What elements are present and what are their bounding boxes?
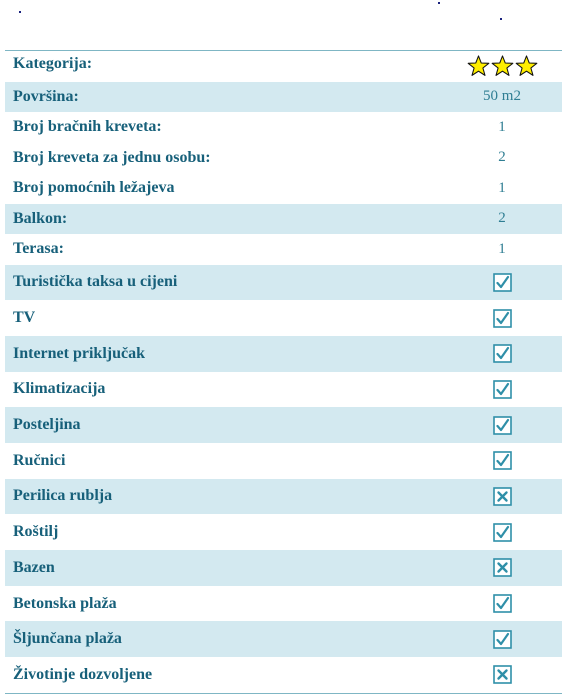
table-row-feature	[5, 657, 562, 693]
feature-status	[442, 514, 562, 550]
star-rating	[467, 55, 538, 78]
feature-status	[442, 300, 562, 336]
feature-label: Betonska plaža	[13, 594, 117, 612]
feature-status	[442, 265, 562, 301]
checked-checkbox-icon	[493, 594, 512, 613]
table-row-feature	[5, 372, 562, 408]
checked-checkbox-icon	[493, 309, 512, 328]
row-label: Terasa:	[13, 240, 64, 258]
table-row-feature	[5, 336, 562, 372]
row-label: Broj bračnih kreveta:	[13, 118, 162, 136]
decorative-dot	[438, 2, 440, 4]
row-label: Balkon:	[13, 209, 68, 227]
table-row-feature	[5, 550, 562, 586]
row-label: Broj kreveta za jednu osobu:	[13, 148, 211, 166]
feature-label: Internet priključak	[13, 344, 145, 362]
table-row-feature	[5, 265, 562, 301]
crossed-checkbox-icon	[493, 665, 512, 684]
feature-status	[442, 550, 562, 586]
table-row-kreveti-jedna-osoba	[5, 143, 562, 174]
feature-label: Bazen	[13, 558, 55, 576]
feature-status	[442, 586, 562, 622]
feature-status	[442, 621, 562, 657]
row-label: Kategorija:	[13, 55, 93, 72]
checked-checkbox-icon	[493, 630, 512, 649]
row-label: Površina:	[13, 87, 79, 105]
feature-status	[442, 657, 562, 693]
feature-status	[442, 372, 562, 408]
table-row-feature	[5, 407, 562, 443]
feature-label: Životinje dozvoljene	[13, 665, 153, 683]
decorative-dot	[19, 11, 21, 13]
feature-label: Turistička taksa u cijeni	[13, 273, 178, 291]
feature-label: TV	[13, 309, 36, 327]
category-stars	[442, 51, 562, 82]
feature-status	[442, 479, 562, 515]
feature-label: Posteljina	[13, 416, 81, 434]
table-row-feature	[5, 443, 562, 479]
feature-label: Ručnici	[13, 451, 66, 469]
star-icon	[467, 55, 490, 77]
feature-status	[442, 407, 562, 443]
crossed-checkbox-icon	[493, 487, 512, 506]
checked-checkbox-icon	[493, 273, 512, 292]
feature-status	[442, 443, 562, 479]
checked-checkbox-icon	[493, 380, 512, 399]
row-value: 2	[498, 149, 506, 166]
checked-checkbox-icon	[493, 523, 512, 542]
star-icon	[515, 55, 538, 77]
checked-checkbox-icon	[493, 416, 512, 435]
row-value: 1	[498, 118, 506, 135]
table-row-feature	[5, 621, 562, 657]
table-row-kategorija	[5, 51, 562, 82]
table-row-povrsina	[5, 82, 562, 113]
apartment-details-table	[5, 50, 562, 694]
table-row-terasa	[5, 234, 562, 265]
row-value: 50 m2	[483, 88, 521, 105]
table-row-bracni-kreveti	[5, 112, 562, 143]
table-row-feature	[5, 586, 562, 622]
row-label: Broj pomoćnih ležajeva	[13, 179, 175, 197]
row-value: 1	[498, 240, 506, 257]
feature-label: Klimatizacija	[13, 380, 106, 398]
row-value: 1	[498, 179, 506, 196]
star-icon	[491, 55, 514, 77]
table-row-feature	[5, 479, 562, 515]
feature-label: Šljunčana plaža	[13, 630, 122, 648]
feature-status	[442, 336, 562, 372]
crossed-checkbox-icon	[493, 558, 512, 577]
table-row-pomocni-lezajevi	[5, 173, 562, 204]
decorative-dot	[500, 18, 502, 20]
table-row-feature	[5, 514, 562, 550]
checked-checkbox-icon	[493, 451, 512, 470]
feature-label: Roštilj	[13, 523, 59, 541]
row-value: 2	[498, 210, 506, 227]
checked-checkbox-icon	[493, 344, 512, 363]
table-row-feature	[5, 300, 562, 336]
details-table-body	[5, 51, 562, 693]
table-row-balkon	[5, 204, 562, 235]
feature-label: Perilica rublja	[13, 487, 113, 505]
